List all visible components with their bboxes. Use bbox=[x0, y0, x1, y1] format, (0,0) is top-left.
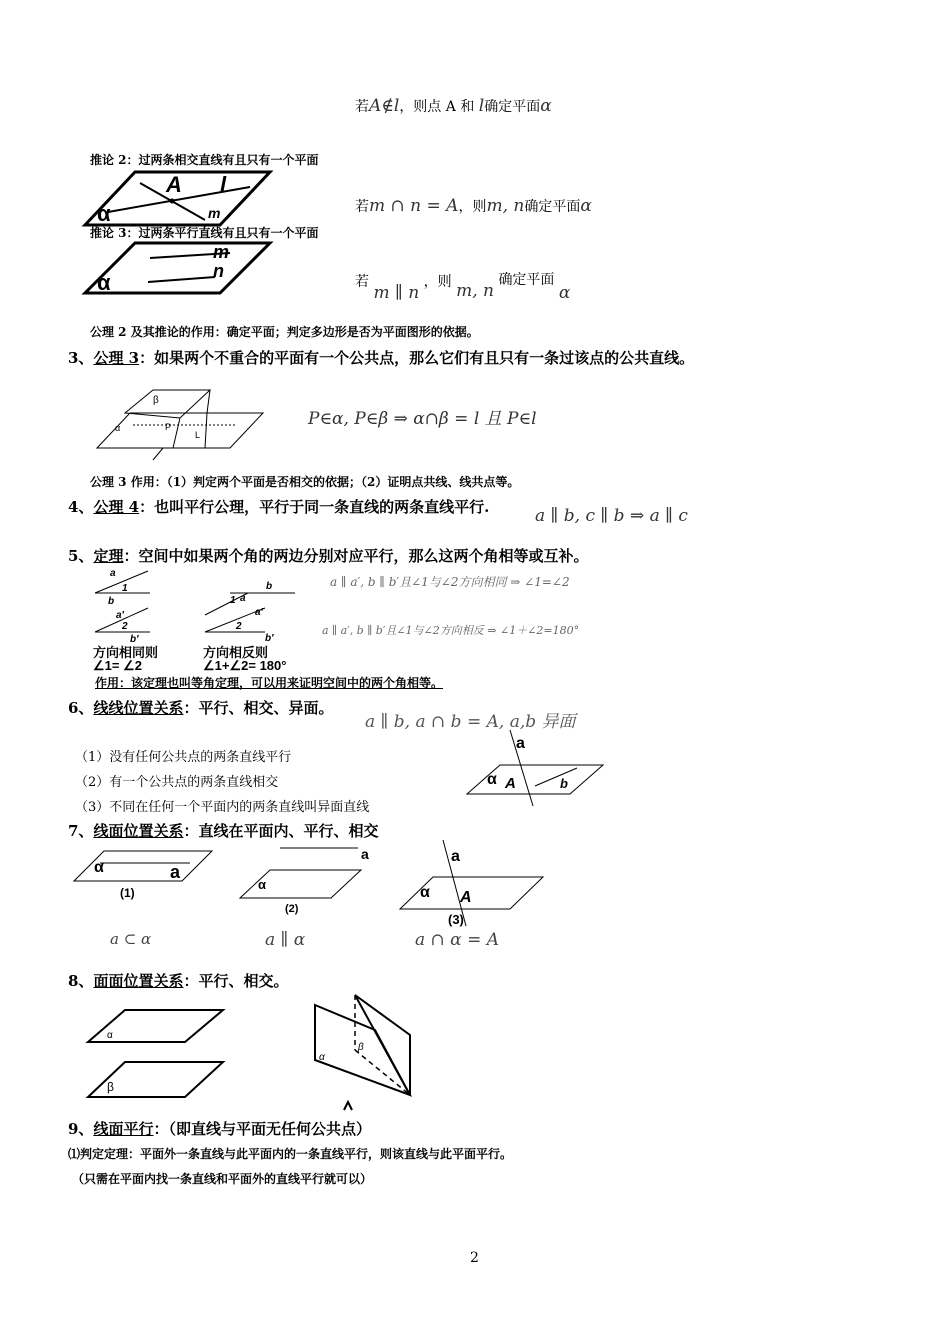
line-parallel-plane-figure bbox=[238, 843, 378, 918]
svg-text:a′: a′ bbox=[116, 610, 124, 621]
svg-text:P: P bbox=[165, 422, 172, 432]
line-intersect-plane-figure bbox=[398, 838, 548, 928]
svg-text:a: a bbox=[361, 846, 369, 862]
svg-text:m: m bbox=[213, 242, 230, 262]
svg-text:α: α bbox=[97, 201, 111, 226]
svg-text:(2): (2) bbox=[285, 903, 299, 915]
section-4-heading: 4、公理 4：也叫平行公理，平行于同一条直线的两条直线平行. bbox=[68, 498, 490, 516]
opposite-direction-result: ∠1+∠2= 180° bbox=[203, 658, 287, 673]
svg-text:L: L bbox=[195, 430, 201, 440]
equal-angle-opposite-direction-figure bbox=[200, 575, 300, 644]
section-5-heading: 5、定理：空间中如果两个角的两边分别对应平行，那么这两个角相等或互补。 bbox=[68, 547, 589, 565]
section-6-heading: 6、线线位置关系：平行、相交、异面。 bbox=[68, 699, 334, 717]
svg-text:l: l bbox=[220, 172, 227, 197]
svg-text:α: α bbox=[319, 1052, 325, 1063]
section-3-heading: 3、公理 3：如果两个不重合的平面有一个公共点，那么它们有且只有一条过该点的公共直线。 bbox=[68, 349, 695, 367]
page-number: 2 bbox=[470, 1250, 479, 1266]
svg-text:a: a bbox=[240, 593, 246, 604]
line-relation-formula: a ∥ b, a ∩ b = A, a,b 异面 bbox=[365, 712, 576, 732]
same-direction-label: 方向相同则 bbox=[93, 645, 159, 660]
svg-text:b′: b′ bbox=[130, 634, 139, 645]
svg-text:(3): (3) bbox=[448, 912, 464, 927]
svg-text:1: 1 bbox=[122, 583, 128, 594]
svg-text:a′: a′ bbox=[255, 607, 263, 618]
equal-angle-same-direction-figure bbox=[90, 566, 160, 645]
theorem-formula-same: a ∥ a′, b ∥ b′且∠1与∠2方向相同 ⇒ ∠1=∠2 bbox=[330, 575, 570, 589]
corollary-3-figure bbox=[80, 238, 280, 298]
svg-text:A: A bbox=[166, 172, 182, 197]
opposite-direction-label: 方向相反则 bbox=[203, 645, 269, 660]
skew-lines-figure bbox=[465, 728, 605, 808]
svg-text:α: α bbox=[258, 877, 266, 892]
intersecting-planes-figure bbox=[310, 990, 430, 1115]
line-parallel-plane-formula: a ∥ α bbox=[265, 930, 306, 950]
svg-text:b′: b′ bbox=[265, 633, 274, 644]
svg-text:1: 1 bbox=[230, 595, 236, 606]
svg-text:b: b bbox=[266, 581, 273, 592]
svg-text:b: b bbox=[108, 596, 115, 607]
line-in-plane-figure bbox=[72, 848, 217, 900]
svg-text:α: α bbox=[107, 1030, 113, 1041]
corollary-2-formula: 若m ∩ n = A，则m, n确定平面α bbox=[355, 196, 592, 216]
svg-text:β: β bbox=[153, 395, 159, 406]
svg-text:A: A bbox=[460, 889, 472, 906]
theorem-note: 作用：该定理也叫等角定理，可以用来证明空间中的两个角相等。 bbox=[95, 676, 444, 690]
axiom-3-usage: 公理 3 作用：（1）判定两个平面是否相交的依据；（2）证明点共线、线共点等。 bbox=[90, 475, 520, 489]
section-7-heading: 7、线面位置关系：直线在平面内、平行、相交 bbox=[68, 822, 379, 840]
svg-text:a: a bbox=[516, 735, 525, 752]
svg-text:α: α bbox=[97, 270, 111, 295]
line-relation-item-2: （2）有一个公共点的两条直线相交 bbox=[75, 775, 279, 790]
svg-text:β: β bbox=[358, 1042, 364, 1053]
line-plane-parallel-rule: ⑴判定定理：平面外一条直线与此平面内的一条直线平行，则该直线与此平面平行。 bbox=[68, 1147, 513, 1161]
svg-text:α: α bbox=[487, 771, 497, 788]
line-intersect-plane-formula: a ∩ α = A bbox=[415, 930, 499, 950]
svg-text:2: 2 bbox=[236, 621, 242, 632]
section-9-heading: 9、线面平行：（即直线与平面无任何公共点） bbox=[68, 1120, 371, 1138]
axiom-4-formula: a ∥ b, c ∥ b ⇒ a ∥ c bbox=[535, 506, 688, 526]
svg-text:a: a bbox=[110, 568, 116, 579]
axiom-3-figure bbox=[95, 388, 270, 460]
line-relation-item-1: （1）没有任何公共点的两条直线平行 bbox=[75, 750, 292, 765]
svg-text:(1): (1) bbox=[120, 886, 135, 900]
svg-text:α: α bbox=[94, 859, 104, 876]
line-in-plane-formula: a ⊂ α bbox=[110, 930, 152, 948]
svg-text:m: m bbox=[208, 205, 221, 221]
svg-text:β: β bbox=[107, 1080, 114, 1094]
parallel-planes-figure bbox=[85, 1005, 265, 1105]
theorem-formula-opposite: a ∥ a′, b ∥ b′且∠1与∠2方向相反 ⇒ ∠1＋∠2=180° bbox=[322, 624, 580, 637]
svg-text:α: α bbox=[115, 423, 121, 433]
axiom-2-usage: 公理 2 及其推论的作用：确定平面；判定多边形是否为平面图形的依据。 bbox=[90, 325, 479, 339]
svg-text:b: b bbox=[560, 776, 568, 791]
svg-text:a: a bbox=[170, 862, 181, 882]
corollary-2-title: 推论 2：过两条相交直线有且只有一个平面 bbox=[90, 153, 319, 167]
corollary-2-figure bbox=[80, 165, 280, 230]
top-formula-line: 若A∉l，则点 A 和 l确定平面α bbox=[355, 96, 552, 116]
svg-text:a: a bbox=[451, 848, 460, 865]
axiom-3-formula: P∈α, P∈β ⇒ α∩β = l 且 P∈l bbox=[308, 409, 537, 429]
line-plane-parallel-note: （只需在平面内找一条直线和平面外的直线平行就可以） bbox=[72, 1172, 373, 1186]
section-8-heading: 8、面面位置关系：平行、相交。 bbox=[68, 972, 289, 990]
svg-text:α: α bbox=[420, 884, 430, 901]
svg-text:n: n bbox=[213, 261, 224, 281]
line-relation-item-3: （3）不同在任何一个平面内的两条直线叫异面直线 bbox=[75, 800, 370, 815]
svg-text:A: A bbox=[505, 775, 516, 792]
corollary-3-formula: 若 m ∥ n ，则 m, n 确定平面 α bbox=[355, 272, 571, 303]
svg-text:2: 2 bbox=[122, 621, 128, 632]
corollary-3-title: 推论 3：过两条平行直线有且只有一个平面 bbox=[90, 226, 319, 240]
same-direction-result: ∠1= ∠2 bbox=[93, 658, 142, 673]
